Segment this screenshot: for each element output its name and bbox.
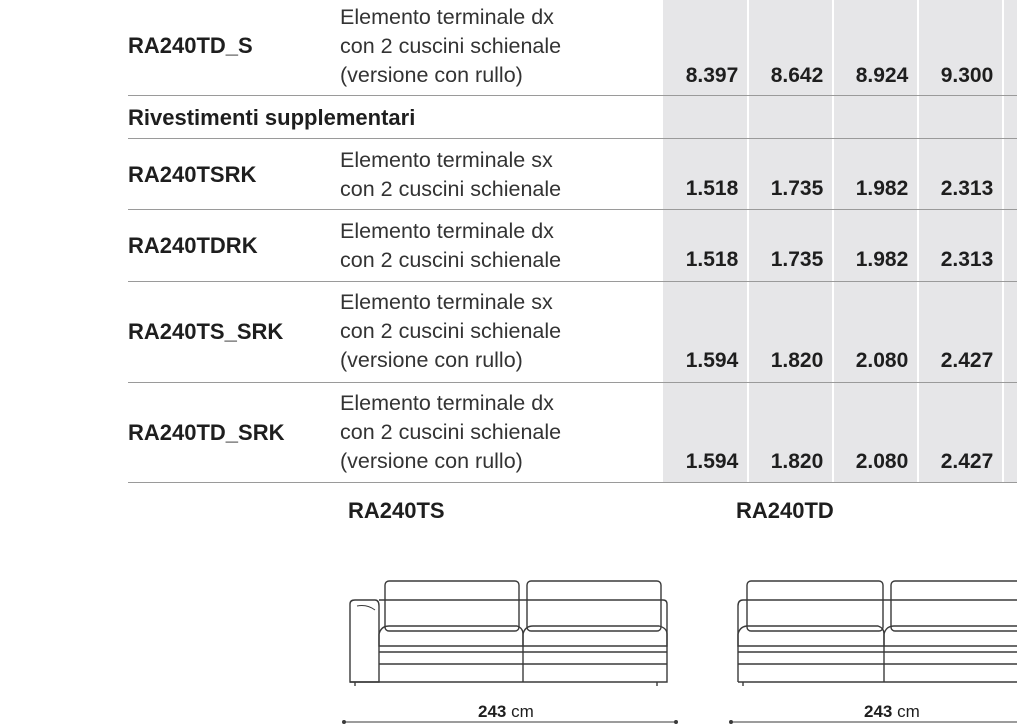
table-row bbox=[0, 0, 1017, 96]
product-code: RA240TD_S bbox=[128, 33, 253, 58]
table-row bbox=[0, 139, 1017, 209]
dimension-unit: cm bbox=[511, 702, 534, 721]
price-cell: 1.518 bbox=[685, 248, 739, 271]
price-cell: 2.313 bbox=[940, 177, 994, 200]
description-line: (versione con rullo) bbox=[340, 449, 523, 473]
description-line: con 2 cuscini schienale bbox=[340, 177, 562, 201]
description-line: Elemento terminale sx bbox=[340, 290, 553, 314]
price-cell: 1.820 bbox=[770, 450, 824, 473]
dimension-line bbox=[340, 718, 680, 726]
price-cell: 1.982 bbox=[855, 248, 909, 271]
description-line: con 2 cuscini schienale bbox=[340, 420, 562, 444]
description-line: Elemento terminale dx bbox=[340, 219, 554, 243]
price-cell: 2.080 bbox=[855, 349, 909, 372]
product-description bbox=[340, 146, 561, 204]
section-title: Rivestimenti supplementari bbox=[128, 105, 416, 130]
price-cell: 8.924 bbox=[855, 64, 909, 87]
dimension-value: 243 bbox=[864, 702, 893, 721]
sofa-drawing-ts bbox=[345, 576, 675, 691]
price-cell: 1.594 bbox=[685, 349, 739, 372]
product-description bbox=[340, 3, 561, 90]
product-code: RA240TD_SRK bbox=[128, 420, 285, 445]
price-cell: 1.982 bbox=[855, 177, 909, 200]
price-cell: 1.518 bbox=[685, 177, 739, 200]
price-cell: 1.735 bbox=[770, 177, 824, 200]
drawing-title: RA240TD bbox=[736, 498, 834, 523]
description-line: con 2 cuscini schienale bbox=[340, 319, 562, 343]
price-cell: 8.642 bbox=[770, 64, 824, 87]
dimension-value: 243 bbox=[478, 702, 507, 721]
description-line: con 2 cuscini schienale bbox=[340, 34, 562, 58]
dimension-line bbox=[727, 718, 1017, 726]
product-description bbox=[340, 288, 561, 375]
price-cell: 2.080 bbox=[855, 450, 909, 473]
dimension-unit: cm bbox=[897, 702, 920, 721]
description-line: (versione con rullo) bbox=[340, 348, 523, 372]
price-cell: 8.397 bbox=[685, 64, 739, 87]
price-cell: 2.427 bbox=[940, 450, 994, 473]
drawing-title: RA240TS bbox=[348, 498, 445, 523]
table-row bbox=[0, 282, 1017, 382]
description-line: Elemento terminale dx bbox=[340, 5, 554, 29]
price-cell: 1.735 bbox=[770, 248, 824, 271]
product-code: RA240TS_SRK bbox=[128, 319, 284, 344]
description-line: con 2 cuscini schienale bbox=[340, 248, 562, 272]
product-code: RA240TSRK bbox=[128, 162, 257, 187]
table-row bbox=[0, 383, 1017, 482]
sofa-drawing-td bbox=[735, 576, 1017, 691]
price-cell: 2.427 bbox=[940, 349, 994, 372]
row-divider bbox=[128, 482, 1017, 483]
description-line: Elemento terminale dx bbox=[340, 391, 554, 415]
price-cell: 9.300 bbox=[940, 64, 994, 87]
product-description bbox=[340, 217, 561, 275]
table-row bbox=[0, 210, 1017, 281]
price-cell: 1.594 bbox=[685, 450, 739, 473]
product-description bbox=[340, 389, 561, 476]
product-code: RA240TDRK bbox=[128, 233, 258, 258]
description-line: (versione con rullo) bbox=[340, 63, 523, 87]
row-divider bbox=[128, 95, 1017, 96]
price-cell: 2.313 bbox=[940, 248, 994, 271]
description-line: Elemento terminale sx bbox=[340, 148, 553, 172]
price-cell: 1.820 bbox=[770, 349, 824, 372]
